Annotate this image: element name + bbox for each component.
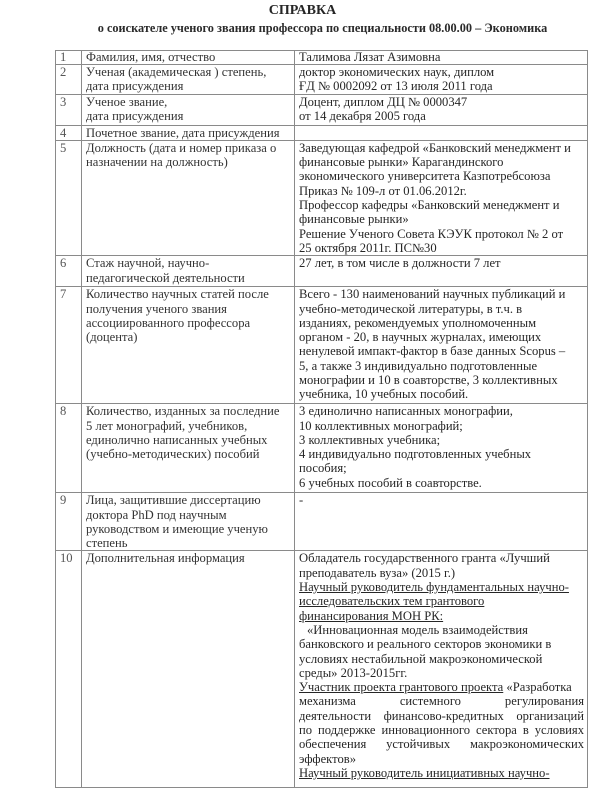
row-label xyxy=(82,493,295,551)
label-line: Лица, защитившие диссертацию xyxy=(86,493,261,508)
table-row xyxy=(56,140,588,255)
grant-line: преподаватель вуза» (2015 г.) xyxy=(299,565,456,580)
value-line: Профессор кафедры «Банковский менеджмент и xyxy=(299,198,560,213)
value-line: 3 единолично написанных монографии, xyxy=(299,404,513,419)
row-number: 4 xyxy=(56,125,82,140)
supervisor-heading-line xyxy=(299,594,584,608)
topic-line: среды» 2013-2015гг. xyxy=(299,665,408,680)
value-line: изданиях, рекомендуемых уполномоченным xyxy=(299,315,537,330)
underlined-text: Научный руководитель инициативных научно- xyxy=(299,765,550,780)
label-line: 5 лет монографий, учебников, xyxy=(86,418,248,433)
row-value xyxy=(295,287,588,404)
row-value xyxy=(295,404,588,493)
participant-last-line: эффектов» xyxy=(299,751,356,766)
row-value xyxy=(295,65,588,95)
row-number: 10 xyxy=(56,551,82,788)
label-line: доктора PhD под научным xyxy=(86,507,227,522)
underlined-text: Научный руководитель фундаментальных научно- xyxy=(299,580,569,595)
value-line: доктор экономических наук, диплом xyxy=(299,65,495,79)
value-line: 25 октября 2011г. ПС№30 xyxy=(299,240,437,255)
value-line: пособия; xyxy=(299,461,347,476)
row-label xyxy=(82,51,295,65)
label-line: назначении на должность) xyxy=(86,155,228,170)
row-value xyxy=(295,493,588,551)
supervisor-heading-line xyxy=(299,580,584,594)
participant-justified-line: обеспечения устойчивых макроэкономических xyxy=(299,737,584,752)
value-line: 10 коллективных монографий; xyxy=(299,418,463,433)
label-line: ассоциированного профессора xyxy=(86,315,251,330)
value-line: 6 учебных пособий в соавторстве. xyxy=(299,475,482,490)
initiative-heading-line xyxy=(299,766,584,780)
table-row xyxy=(56,51,588,65)
row-value xyxy=(295,51,588,65)
row-number: 6 xyxy=(56,256,82,287)
value-line: финансовые рынки» Карагандинского xyxy=(299,155,504,170)
label-line: (доцента) xyxy=(86,330,138,345)
table-row xyxy=(56,493,588,551)
label-line: дата присуждения xyxy=(86,108,184,123)
value-line: учебно-методической литературы, в т.ч. в xyxy=(299,301,523,316)
label-line: дата присуждения xyxy=(86,79,184,94)
underlined-text: исследовательских тем грантового xyxy=(299,594,485,609)
row-number: 3 xyxy=(56,94,82,125)
table-row xyxy=(56,256,588,287)
label-line: Должность (дата и номер приказа о xyxy=(86,140,277,155)
row-number: 9 xyxy=(56,493,82,551)
row-number: 2 xyxy=(56,65,82,95)
table-row xyxy=(56,65,588,95)
row-label xyxy=(82,287,295,404)
supervisor-heading-line xyxy=(299,609,584,623)
label-line: единолично написанных учебных xyxy=(86,432,268,447)
label-line: педагогической деятельности xyxy=(86,270,245,285)
value-line: 4 индивидуально подготовленных учебных xyxy=(299,447,532,462)
row-value xyxy=(295,140,588,255)
label-line: Количество научных статей после xyxy=(86,287,269,302)
label-line: Количество, изданных за последние xyxy=(86,404,280,419)
document-title: СПРАВКА xyxy=(268,3,337,18)
value-line: монографии и 10 в соавторстве, 3 коллективных xyxy=(299,373,558,388)
participant-heading: Участник проекта грантового проекта xyxy=(299,680,504,695)
label-line: Стаж научной, научно- xyxy=(86,256,210,271)
row-value xyxy=(295,94,588,125)
grant-line: Обладатель государственного гранта «Лучший xyxy=(299,551,550,566)
table-row xyxy=(56,94,588,125)
value-line: 27 лет, в том числе в должности 7 лет xyxy=(299,256,501,271)
label-line: (учебно-методических) пособий xyxy=(86,447,260,462)
row-number: 7 xyxy=(56,287,82,404)
label-line: степень xyxy=(86,536,128,551)
label-line: Ученая (академическая ) степень, xyxy=(86,65,267,79)
row-label xyxy=(82,125,295,140)
row-number: 8 xyxy=(56,404,82,493)
value-line: Талимова Лязат Азимовна xyxy=(299,50,441,64)
value-line: Доцент, диплом ДЦ № 0000347 xyxy=(299,94,468,109)
value-line: Приказ № 109-л от 01.06.2012г. xyxy=(299,183,467,198)
participant-justified-line: механизма системного регулирования xyxy=(299,694,584,709)
participant-text: «Разработка xyxy=(503,680,572,695)
topic-line: «Инновационная модель взаимодействия xyxy=(307,622,528,637)
row-label xyxy=(82,404,295,493)
value-line: экономического университета Казпотребсоюза xyxy=(299,169,551,184)
label-line: Почетное звание, дата присуждения xyxy=(86,125,280,140)
row-label xyxy=(82,140,295,255)
table-row xyxy=(56,404,588,493)
value-line: Всего - 130 наименований научных публикаций и xyxy=(299,287,566,302)
topic-line: банковского и реального секторов экономики в xyxy=(299,637,552,652)
label-line: получения ученого звания xyxy=(86,301,227,316)
value-line: органом - 20, в научных журналах, имеющих xyxy=(299,330,542,345)
label-line: руководством и имеющие ученую xyxy=(86,521,268,536)
row-label xyxy=(82,551,295,788)
participant-justified-line: по поддержке инновационного сектора в условиях xyxy=(299,723,584,738)
row-label xyxy=(82,256,295,287)
row-label xyxy=(82,94,295,125)
row-number: 1 xyxy=(56,51,82,65)
table-row xyxy=(56,287,588,404)
row-value xyxy=(295,551,588,788)
value-line: учебника, 10 учебных пособий. xyxy=(299,387,469,402)
value-line: - xyxy=(299,493,304,508)
participant-justified-line: деятельности финансово-кредитных организаций xyxy=(299,708,584,723)
value-line: ненулевой импакт-фактор в базе данных Scopus – xyxy=(299,344,566,359)
label-line: Дополнительная информация xyxy=(86,551,245,566)
value-line: ҒД № 0002092 от 13 июля 2011 года xyxy=(299,79,493,94)
row-number: 5 xyxy=(56,140,82,255)
row-label xyxy=(82,65,295,95)
row-value xyxy=(295,256,588,287)
label-line: Ученое звание, xyxy=(86,94,168,109)
underlined-text: финансирования МОН РК: xyxy=(299,608,444,623)
topic-line: условиях нестабильной макроэкономической xyxy=(299,651,543,666)
table-row xyxy=(56,551,588,788)
candidate-info-table xyxy=(55,50,588,788)
table-row xyxy=(56,125,588,140)
value-line: Решение Ученого Совета КЭУК протокол № 2 от xyxy=(299,226,564,241)
document-subtitle: о соискателе ученого звания профессора по специальности 08.00.00 – Экономика xyxy=(97,21,548,35)
value-line: от 14 декабря 2005 года xyxy=(299,108,426,123)
label-line: Фамилия, имя, отчество xyxy=(86,50,216,64)
value-line: 5, а также 3 индивидуально подготовленные xyxy=(299,358,538,373)
value-line: финансовые рынки» xyxy=(299,212,409,227)
row-value xyxy=(295,125,588,140)
value-line: Заведующая кафедрой «Банковский менеджмент и xyxy=(299,140,571,155)
participant-line xyxy=(299,680,584,694)
value-line: 3 коллективных учебника; xyxy=(299,432,441,447)
